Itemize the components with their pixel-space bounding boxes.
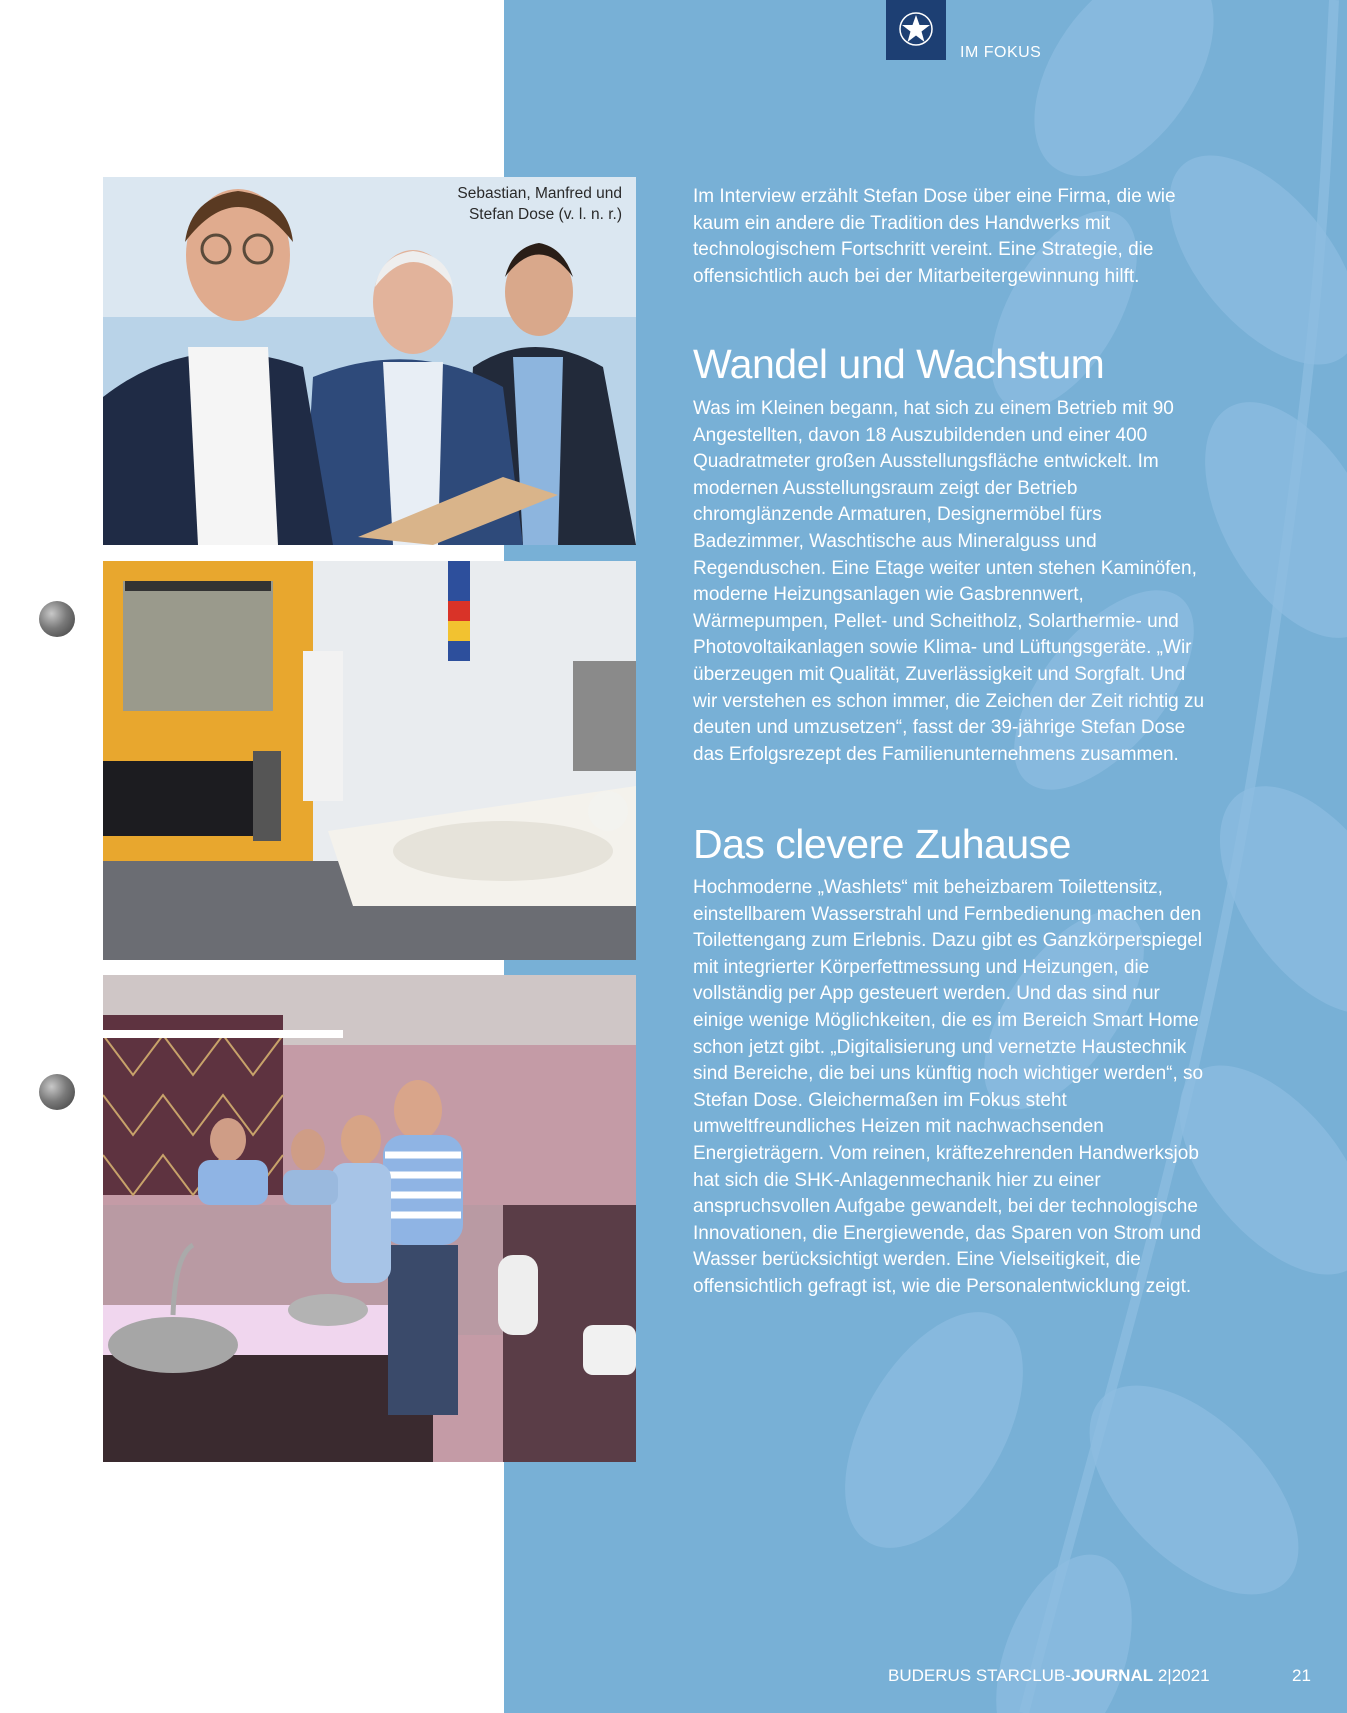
photo-caption xyxy=(457,183,622,225)
caption-line-1: Sebastian, Manfred und xyxy=(457,185,622,202)
section-body-wandel: Was im Kleinen begann, hat sich zu einem Betrieb mit 90 Angestellten, davon 18 Auszubildenden und einer 400 Quadratmeter großen Ausstellungsfläche entwickelt. Im modernen Ausstellungsraum zeigt der Betrieb chromglänzende Armaturen, Designermöbel fürs Badezimmer, Waschtische aus Mineralguss und Regenduschen. Eine Etage weiter unten stehen Kaminöfen, moderne Heizungsanlagen wie Gasbrennwert, Wärmepumpen, Pellet- und Scheitholz, Solarthermie- und Photovoltaikanlagen sowie Klima- und Lüftungsgeräte. „Wir überzeugen mit Qualität, Zuverlässigkeit und Sorgfalt. Und wir verstehen es schon immer, die Zeichen der Zeit richtig zu deuten und umzusetzen“, fasst der 39-jährige Stefan Dose das Erfolgsrezept des Familienunternehmens zusammen. xyxy=(693,398,1205,765)
footer-journal-bold: JOURNAL xyxy=(1070,1666,1154,1685)
caption-line-2: Stefan Dose (v. l. n. r.) xyxy=(468,206,622,223)
photo-portrait-three-men xyxy=(103,177,636,545)
section-heading-wandel: Wandel und Wachstum xyxy=(693,341,1105,387)
footer-journal-prefix: BUDERUS STARCLUB- xyxy=(888,1666,1071,1685)
section-label: IM FOKUS xyxy=(960,44,1042,61)
footer-journal-title xyxy=(888,1666,1210,1686)
footer-journal-issue: 2|2021 xyxy=(1153,1666,1210,1685)
star-icon xyxy=(899,12,933,46)
photo-bathroom-display-men xyxy=(103,975,636,1462)
section-body-zuhause: Hochmoderne „Washlets“ mit beheizbarem Toilettensitz, einstellbarem Wasserstrahl und Fernbedienung machen den Toilettengang zum Erlebnis. Dazu gibt es Ganzkörperspiegel mit integrierter Körperfettmessung und Heizungen, die vollständig per App gesteuert werden. Und das sind nur einige wenige Möglichkeiten, die es im Bereich Smart Home schon jetzt gibt. „Digitalisierung und vernetzte Haustechnik sind Bereiche, die bei uns künftig noch wichtiger werden“, so Stefan Dose. Gleichermaßen im Fokus steht umweltfreundliches Heizen mit nachwachsenden Energieträgern. Vom reinen, kräftezehrenden Handwerksjob hat sich die SHK-Anlagenmechanik hier zu einer anspruchsvollen Aufgabe gewandelt, bei der technologische Innovationen, die Energiewende, das Sparen von Strom und Wasser berücksichtigt werden. Eine Vielseitigkeit, die offensichtlich gefragt ist, wie die Personalentwicklung zeigt. xyxy=(693,877,1204,1297)
star-badge xyxy=(886,0,946,60)
photo-showroom-bathroom xyxy=(103,561,636,960)
binder-hole-bottom xyxy=(39,1074,75,1110)
section-heading-zuhause: Das clevere Zuhause xyxy=(693,821,1071,867)
article-intro: Im Interview erzählt Stefan Dose über eine Firma, die wie kaum ein andere die Tradition des Handwerks mit technologischem Fortschritt vereint. Eine Strategie, die offensichtlich auch bei der Mitarbeitergewinnung hilft. xyxy=(693,186,1176,287)
page-number: 21 xyxy=(1292,1666,1311,1685)
binder-hole-top xyxy=(39,601,75,637)
